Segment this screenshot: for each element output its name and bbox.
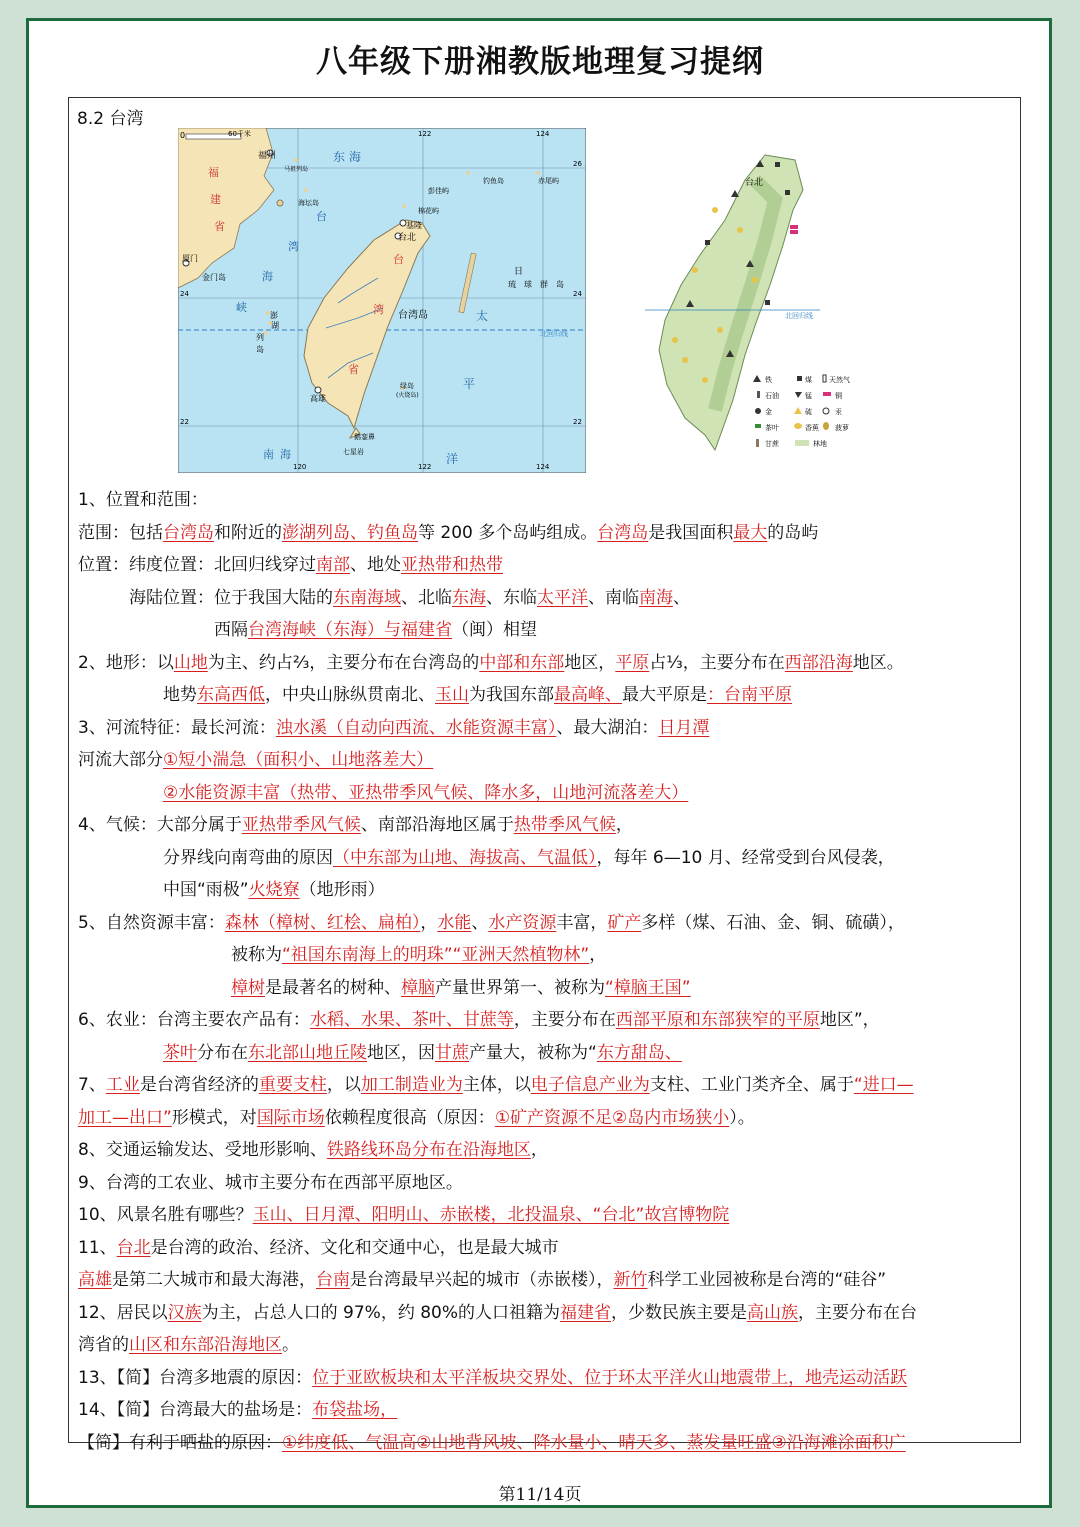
key-answer: 东南海域 <box>333 587 401 608</box>
outline-line <box>78 1134 1018 1167</box>
line-text: ，每年 6—10 月、经常受到台风侵袭， <box>596 847 895 868</box>
outline-line <box>78 614 1018 647</box>
line-text: 产量世界第一、被称为 <box>435 977 605 998</box>
line-text: 和附近的 <box>214 522 282 543</box>
outline-line <box>78 1297 1018 1330</box>
line-text: 为主、约占⅔，主要分布在台湾岛的 <box>207 652 480 673</box>
outline-line <box>78 1264 1018 1297</box>
label-fu: 福 <box>208 166 219 179</box>
key-answer: 玉山、日月潭、阳明山、赤嵌楼，北投温泉、“台北”故宫博物院 <box>252 1205 730 1225</box>
label-strait-1: 台 <box>316 210 327 223</box>
lat-26: 26 <box>573 160 582 168</box>
map2-taibei: 台北 <box>745 178 764 188</box>
line-text: 7、 <box>78 1075 106 1095</box>
label-jilong: 基隆 <box>406 221 422 230</box>
key-answer: 东高西低 <box>197 685 265 705</box>
line-text: 地区”， <box>819 1010 880 1030</box>
label-tw-3: 省 <box>348 363 359 376</box>
key-answer: 电子信息产业为 <box>530 1075 650 1095</box>
key-answer: 亚热带和热带 <box>401 555 503 575</box>
lat-22: 22 <box>180 418 189 426</box>
label-tropic: 北回归线 <box>540 330 568 338</box>
line-text: 地区。 <box>852 652 904 673</box>
line-text: 海陆位置：位于我国大陆的 <box>78 587 333 608</box>
key-answer: 福建省 <box>560 1302 612 1323</box>
lon-122: 122 <box>418 130 432 138</box>
line-text: ，少数民族主要是 <box>611 1302 748 1323</box>
legend-pineapple: 菠萝 <box>835 424 849 432</box>
line-text: 河流大部分 <box>78 750 163 770</box>
label-qixing: 七星岩 <box>343 448 364 456</box>
line-text: 8、交通运输发达、受地形影响、 <box>78 1140 327 1160</box>
key-answer: 澎湖列岛、钓鱼岛 <box>282 522 418 543</box>
line-text: 地区，因 <box>367 1042 435 1063</box>
line-text: 为我国东部 <box>469 685 554 705</box>
key-answer: 日月潭 <box>658 717 710 738</box>
key-answer: 汉族 <box>167 1302 202 1323</box>
key-answer: 高山族 <box>747 1302 799 1323</box>
line-text: ）。 <box>729 1107 755 1128</box>
line-text: ， <box>420 912 438 933</box>
key-answer: 台湾岛 <box>597 522 649 543</box>
line-text: 、 <box>471 912 489 933</box>
lon-120: 120 <box>293 463 307 471</box>
key-answer: 茶叶 <box>163 1042 197 1063</box>
line-text: 、南部沿海地区属于 <box>360 815 514 835</box>
outline-line <box>78 874 1018 907</box>
key-answer: 新竹 <box>613 1270 648 1290</box>
key-answer: 加工—出口” <box>78 1107 172 1128</box>
line-text: 科学工业园被称是台湾的“硅谷” <box>647 1270 887 1290</box>
outline-line <box>78 1232 1018 1265</box>
key-answer: 布袋盐场， <box>312 1400 398 1420</box>
label-haitan: 海坛岛 <box>298 199 319 207</box>
legend-gas: 天然气 <box>829 376 850 384</box>
line-text <box>78 1043 163 1063</box>
key-answer: “进口— <box>853 1075 914 1095</box>
outline-line <box>78 1329 1018 1362</box>
key-answer: 台湾海峡（东海）与福建省 <box>248 620 452 640</box>
line-text: 主体，以 <box>462 1075 531 1095</box>
page-number: 第11/14页 <box>498 1485 582 1505</box>
line-text: 被称为 <box>78 945 282 965</box>
key-answer: 樟树 <box>231 977 265 998</box>
line-text: 的岛屿 <box>767 522 819 543</box>
label-sheng: 省 <box>214 220 225 233</box>
key-answer: 太平洋 <box>537 587 588 608</box>
key-answer: 热带季风气候 <box>513 815 616 835</box>
line-text: 分布在 <box>197 1042 248 1063</box>
key-answer: 加工制造业为 <box>360 1075 463 1095</box>
line-text: 1、位置和范围： <box>78 490 208 510</box>
line-text: 13、【简】台湾多地震的原因： <box>78 1367 313 1388</box>
line-text: 位置：纬度位置：北回归线穿过 <box>78 555 316 575</box>
key-answer: 国际市场 <box>256 1107 325 1128</box>
line-text: 12、居民以 <box>78 1302 168 1323</box>
key-answer: 重要支柱 <box>258 1075 327 1095</box>
label-taiwan-island: 台湾岛 <box>398 310 428 321</box>
key-answer: 西部平原和东部狭窄的平原 <box>615 1010 820 1030</box>
legend-coal: 煤 <box>805 376 812 384</box>
label-penghu-3: 列 <box>256 333 264 342</box>
line-text: ，主要分布在台 <box>798 1302 918 1323</box>
outline-line <box>78 939 1018 972</box>
outline-line <box>78 809 1018 842</box>
line-text: 中国“雨极” <box>78 880 249 900</box>
outline-line <box>78 712 1018 745</box>
key-answer: 位于亚欧板块和太平洋板块交界处、位于环太平洋火山地震带上，地壳运动活跃 <box>312 1367 908 1388</box>
key-answer: 火烧寮 <box>248 880 300 900</box>
key-answer: 东方甜岛、 <box>596 1042 682 1063</box>
map-scale-text: 60千米 <box>228 130 251 138</box>
key-answer: 台南 <box>316 1270 350 1290</box>
legend-forest: 林地 <box>813 440 827 448</box>
outline-line <box>78 517 1018 550</box>
line-text: 11、 <box>78 1237 117 1258</box>
key-answer: 山区和东部沿海地区 <box>129 1335 282 1355</box>
line-text: ， <box>615 815 633 835</box>
line-text: 是我国面积 <box>648 522 734 543</box>
key-answer: 平原 <box>615 652 650 673</box>
key-answer: 南部 <box>316 555 350 575</box>
line-text: 、 <box>673 587 690 608</box>
key-answer: 森林（樟树、红桧、扁柏） <box>224 912 421 933</box>
label-liuqiu: 琉 球 群 岛 <box>508 280 564 289</box>
key-answer: 亚热带季风气候 <box>241 815 361 835</box>
line-text: 、北临 <box>401 587 452 608</box>
outline-line <box>78 679 1018 712</box>
label-fuzhou: 福州 <box>258 151 277 161</box>
line-text: 、东临 <box>486 587 537 608</box>
line-text: 产量大，被称为“ <box>469 1042 597 1063</box>
label-nanhai: 南海 <box>263 448 297 461</box>
line-text: 地区， <box>564 652 616 673</box>
lon-124: 124 <box>536 130 550 138</box>
key-answer: “祖国东南海上的明珠”“亚洲天然植物林” <box>282 945 590 965</box>
key-answer: ①短小湍急（面积小、山地落差大） <box>163 750 434 770</box>
key-answer: 中部和东部 <box>479 652 565 673</box>
outline-line <box>78 582 1018 615</box>
line-text: 湾省的 <box>78 1335 129 1355</box>
label-jinmen: 金门岛 <box>202 273 226 282</box>
key-answer: 水能 <box>437 912 472 933</box>
line-text: 、最大湖泊： <box>556 717 659 738</box>
key-answer: 高雄 <box>78 1270 112 1290</box>
line-text: 是台湾最早兴起的城市（赤嵌楼）， <box>350 1270 614 1290</box>
outline-line <box>78 1167 1018 1200</box>
key-answer: 东北部山地丘陵 <box>248 1042 367 1063</box>
line-text: 分界线向南弯曲的原因 <box>78 847 333 868</box>
line-text: 丰富， <box>556 912 608 933</box>
legend-sugarcane: 甘蔗 <box>765 440 779 448</box>
line-text: 占⅓，主要分布在 <box>649 652 785 673</box>
key-answer: 山地 <box>173 652 208 673</box>
label-lvdao-sub: (火烧岛) <box>396 392 419 399</box>
key-answer: 玉山 <box>435 685 469 705</box>
line-text: ，以 <box>326 1075 361 1095</box>
legend-cu: 铜 <box>835 392 842 400</box>
line-text: 10、风景名胜有哪些？ <box>78 1205 253 1225</box>
key-answer: 矿产 <box>607 912 642 933</box>
legend-au: 金 <box>765 408 772 416</box>
line-text: 是台湾的政治、经济、文化和交通中心，也是最大城市 <box>150 1237 559 1258</box>
label-xiamen: 厦门 <box>182 254 198 263</box>
line-text: ，主要分布在 <box>513 1010 616 1030</box>
outline-line <box>78 1102 1018 1135</box>
line-text: ，中央山脉纵贯南北、 <box>265 685 435 705</box>
line-text: 西隔 <box>78 620 248 640</box>
line-text: 2、地形：以 <box>78 652 174 673</box>
label-chiwei: 赤尾屿 <box>538 177 559 185</box>
line-text: 依赖程度很高（原因： <box>324 1107 495 1128</box>
key-answer: “樟脑王国” <box>605 977 691 998</box>
line-text: 【简】有利于晒盐的原因： <box>78 1432 282 1453</box>
outline-line <box>78 1362 1018 1395</box>
legend-mn: 锰 <box>805 392 812 400</box>
outline-line <box>78 972 1018 1005</box>
map-scale-zero: 0 <box>180 131 186 140</box>
line-text: ， <box>589 945 607 965</box>
line-text: 支柱、工业门类齐全、属于 <box>649 1075 854 1095</box>
line-text: 是最著名的树种、 <box>265 977 401 998</box>
lon-122-bottom: 122 <box>418 463 432 471</box>
taiwan-region-map <box>178 128 586 473</box>
label-donghai: 东海 <box>333 150 366 164</box>
key-answer: ②水能资源丰富（热带、亚热带季风气候、降水多，山地河流落差大） <box>163 782 689 803</box>
key-answer: 东海 <box>452 587 486 608</box>
lat-24-right: 24 <box>573 290 582 298</box>
label-eluanbi: 鹅銮鼻 <box>354 433 375 441</box>
outline-line <box>78 1427 1018 1460</box>
label-tw-1: 台 <box>393 253 404 266</box>
label-penghu-1: 澎 <box>270 311 278 320</box>
line-text <box>78 978 231 998</box>
lat-24: 24 <box>180 290 189 298</box>
line-text: 5、自然资源丰富： <box>78 912 225 933</box>
legend-oil: 石油 <box>765 392 779 400</box>
key-answer: 水稻、水果、茶叶、甘蔗等 <box>309 1010 514 1030</box>
key-answer: 台湾岛 <box>163 522 214 543</box>
label-jian: 建 <box>210 193 221 206</box>
key-answer: 南海 <box>639 587 673 608</box>
label-yang: 洋 <box>446 452 459 466</box>
key-answer: 甘蔗 <box>435 1042 469 1063</box>
legend-s: 硫 <box>805 408 812 416</box>
outline-line <box>78 1004 1018 1037</box>
key-answer: ①矿产资源不足②岛内市场狭小 <box>494 1107 730 1128</box>
line-text: 9、台湾的工农业、城市主要分布在西部平原地区。 <box>78 1172 463 1193</box>
lon-124-bottom: 124 <box>536 463 550 471</box>
label-strait-3: 海 <box>262 270 273 283</box>
outline-line <box>78 484 1018 517</box>
label-mazu: 马祖列岛 <box>284 166 309 173</box>
label-diaoyu: 钓鱼岛 <box>483 177 504 185</box>
line-text: 3、河流特征：最长河流： <box>78 717 276 738</box>
key-answer: 台北 <box>116 1237 151 1258</box>
key-answer: 樟脑 <box>401 977 435 998</box>
key-answer: ：台南平原 <box>707 685 792 705</box>
key-answer: 水产资源 <box>488 912 557 933</box>
label-tw-2: 湾 <box>373 303 384 316</box>
legend-tea: 茶叶 <box>765 424 779 432</box>
label-penghu-2: 湖 <box>271 321 279 330</box>
key-answer: 铁路线环岛分布在沿海地区 <box>326 1140 531 1160</box>
line-text: 、南临 <box>588 587 639 608</box>
outline-line <box>78 744 1018 777</box>
label-penghu-4: 岛 <box>256 345 264 354</box>
legend-banana: 香蕉 <box>805 424 819 432</box>
key-answer: 西部沿海 <box>784 652 853 673</box>
taiwan-resource-map <box>645 150 867 470</box>
line-text: 等 200 多个岛屿组成。 <box>418 522 598 543</box>
line-text: 。 <box>282 1335 299 1355</box>
legend-iron: 铁 <box>765 376 772 384</box>
lat-22-right: 22 <box>573 418 582 426</box>
line-text: 是第二大城市和最大海港， <box>112 1270 316 1290</box>
label-mianhua: 棉花屿 <box>418 207 439 215</box>
key-answer: 最高峰、 <box>554 685 622 705</box>
section-heading: 8.2 台湾 <box>77 109 144 129</box>
outline-line <box>78 1069 1018 1102</box>
line-text: 14、【简】台湾最大的盐场是： <box>78 1400 313 1420</box>
map2-tropic: 北回归线 <box>785 312 813 320</box>
label-tai: 太 <box>476 309 489 323</box>
line-text: 形模式，对 <box>171 1107 257 1128</box>
key-answer: 最大 <box>733 522 768 543</box>
outline-line <box>78 1199 1018 1232</box>
outline-line <box>78 647 1018 680</box>
label-gaoxiong: 高雄 <box>310 394 326 403</box>
label-ping: 平 <box>463 377 476 391</box>
outline-line <box>78 777 1018 810</box>
page-title: 八年级下册湘教版地理复习提纲 <box>316 44 764 80</box>
line-text: 6、农业：台湾主要农产品有： <box>78 1010 310 1030</box>
legend-hg: 汞 <box>835 408 842 416</box>
line-text: 是台湾省经济的 <box>139 1075 259 1095</box>
line-text: 4、气候：大部分属于 <box>78 815 242 835</box>
key-answer: 浊水溪（自动向西流、水能资源丰富） <box>275 717 557 738</box>
line-text: 地势 <box>78 685 197 705</box>
outline-line <box>78 842 1018 875</box>
line-text: （地形雨） <box>299 880 385 900</box>
line-text: 多样（煤、石油、金、铜、硫磺）， <box>641 912 905 933</box>
outline-line <box>78 1394 1018 1427</box>
outline-content <box>78 484 1018 1459</box>
outline-line <box>78 1037 1018 1070</box>
line-text: 范围：包括 <box>78 522 163 543</box>
outline-line <box>78 907 1018 940</box>
key-answer: ①纬度低、气温高②山地背风坡、降水量小、晴天多、蒸发量旺盛③沿海滩涂面积广 <box>282 1432 906 1453</box>
label-strait-2: 湾 <box>288 240 299 253</box>
key-answer: （中东部为山地、海拔高、气温低） <box>333 847 597 868</box>
line-text: ， <box>530 1140 548 1160</box>
line-text: 最大平原是 <box>622 685 707 705</box>
line-text <box>78 783 163 803</box>
label-taibei: 台北 <box>398 233 417 243</box>
label-strait-4: 峡 <box>236 301 247 314</box>
label-lvdao: 绿岛 <box>400 382 414 390</box>
label-ri: 日 <box>514 267 524 277</box>
outline-line <box>78 549 1018 582</box>
line-text: 、地处 <box>350 555 401 575</box>
label-pengjia: 彭佳屿 <box>428 187 449 195</box>
key-answer: 工业 <box>105 1075 140 1095</box>
line-text: 为主，占总人口的 97%，约 80%的人口祖籍为 <box>201 1302 561 1323</box>
line-text: （闽）相望 <box>452 620 537 640</box>
